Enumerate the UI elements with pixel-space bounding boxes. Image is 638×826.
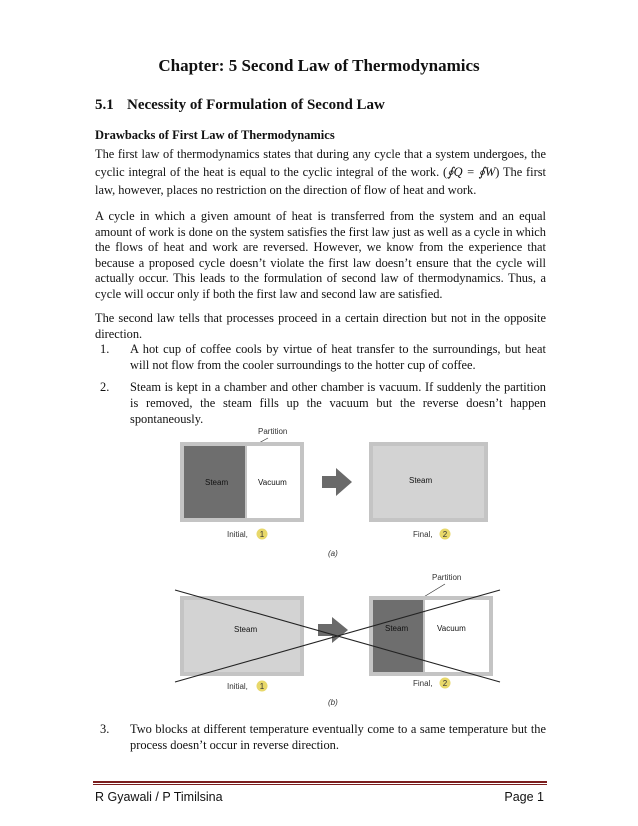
fig-b-steam-chamber bbox=[373, 600, 423, 672]
fig-b-initial-steam-chamber bbox=[184, 600, 300, 672]
fig-b-partition-label: Partition bbox=[432, 573, 462, 582]
fig-b-final-label: Final, bbox=[413, 679, 433, 688]
section-title: Necessity of Formulation of Second Law bbox=[127, 97, 385, 113]
fig-a-steam-label: Steam bbox=[205, 478, 229, 487]
fig-a-initial-num: 1 bbox=[259, 530, 265, 539]
fig-a-final-steam-label: Steam bbox=[409, 476, 433, 485]
fig-b-partition-leader bbox=[422, 584, 445, 598]
footer-rule-thin bbox=[93, 784, 547, 785]
section-number: 5.1 bbox=[95, 97, 114, 113]
fig-a-caption: (a) bbox=[328, 549, 338, 558]
fig-b-caption: (b) bbox=[328, 698, 338, 707]
fig-a-partition-label: Partition bbox=[258, 427, 288, 436]
fig-a-initial-label: Initial, bbox=[227, 530, 248, 539]
list-item-number: 1. bbox=[100, 342, 110, 356]
fig-b-initial-num: 1 bbox=[259, 682, 265, 691]
chapter-title: Chapter: 5 Second Law of Thermodynamics bbox=[158, 56, 480, 75]
paragraph-3: The second law tells that processes proceed in a certain direction but not in the opposite direction. bbox=[95, 311, 546, 341]
steam-expansion-figure bbox=[0, 420, 638, 710]
fig-b-vacuum-label: Vacuum bbox=[437, 624, 466, 633]
subheading: Drawbacks of First Law of Thermodynamics bbox=[95, 128, 335, 142]
footer-authors: R Gyawali / P Timilsina bbox=[95, 790, 223, 804]
paragraph-1-part-b: ) The first law, however, places no restriction on the direction of flow of heat and work. bbox=[95, 165, 546, 197]
fig-a-process-arrow bbox=[322, 468, 352, 496]
fig-b-initial-label: Initial, bbox=[227, 682, 248, 691]
fig-b-process-arrow bbox=[318, 617, 348, 643]
footer-page-number: Page 1 bbox=[504, 790, 544, 804]
list-item-number: 3. bbox=[100, 722, 110, 736]
list-item-text: A hot cup of coffee cools by virtue of heat transfer to the surroundings, but heat will not flow from the cooler surroundings to the hotter cup of coffee. bbox=[130, 342, 546, 372]
list-item-number: 2. bbox=[100, 380, 110, 394]
fig-b-steam-left-label: Steam bbox=[234, 625, 258, 634]
fig-a-final-num: 2 bbox=[442, 530, 448, 539]
footer-rule bbox=[93, 781, 547, 783]
section-heading bbox=[95, 97, 385, 114]
list-item-text: Two blocks at different temperature eventually come to a same temperature but the process doesn’t occur in reverse direction. bbox=[130, 722, 546, 752]
list-item-text: Steam is kept in a chamber and other chamber is vacuum. If suddenly the partition is removed, the steam fills up the vacuum but the reverse doesn’t happen spontaneously. bbox=[130, 380, 546, 426]
fig-a-final-label: Final, bbox=[413, 530, 433, 539]
fig-b-final-num: 2 bbox=[442, 679, 448, 688]
paragraph-1-part-a: The first law of thermodynamics states that during any cycle that a system undergoes, the cyclic integral of the heat is equal to the cyclic integral of the work. ( bbox=[95, 147, 546, 179]
fig-a-vacuum-label: Vacuum bbox=[258, 478, 287, 487]
cyclic-integral-equation: ∮Q = ∮W bbox=[447, 165, 496, 179]
paragraph-1 bbox=[95, 145, 546, 199]
fig-b-vacuum-chamber bbox=[425, 600, 489, 672]
paragraph-2: A cycle in which a given amount of heat is transferred from the system and an equal amount of work is done on the system satisfies the first law just as well as a cycle in which the flows of heat and work are reversed. However, we know from the experience that because a proposed cycle doesn’t violate the first law doesn’t ensure that the cycle will actually occur. This leads to the formulation of second law of thermodynamics. Thus, a cycle will occur only if both the first law and second law are satisfied. bbox=[95, 209, 546, 301]
fig-b-steam-right-label: Steam bbox=[385, 624, 409, 633]
